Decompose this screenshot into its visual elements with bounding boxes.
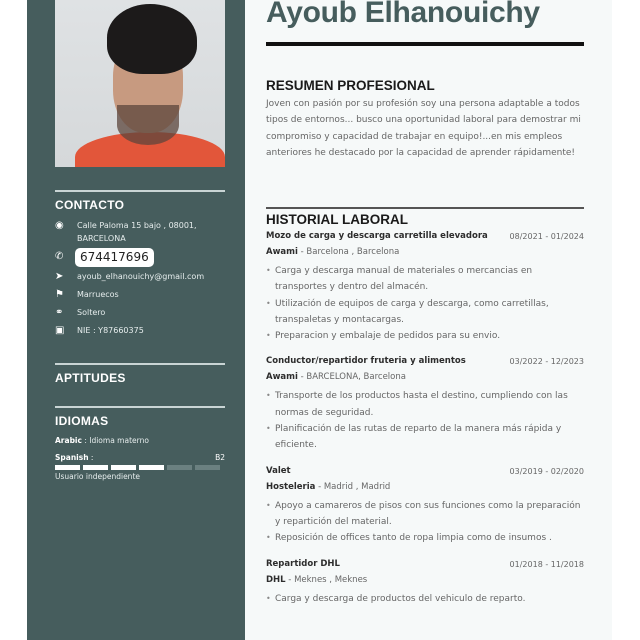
summary-section xyxy=(266,78,584,161)
sidebar xyxy=(27,0,245,640)
contact-email[interactable]: ➤ ayoub_elhanouichy@gmail.com xyxy=(55,271,205,282)
work-history-title: HISTORIAL LABORAL xyxy=(266,212,409,227)
job-entry: Repartidor DHL 01/2018 - 11/2018 DHL - Meknes , Meknes • Carga y descarga de productos del vehiculo de reparto. xyxy=(266,557,584,607)
rings-icon: ⚭ xyxy=(55,307,64,318)
contact-address: ◉ Calle Paloma 15 bajo , 08001, BARCELONA xyxy=(55,220,197,243)
divider xyxy=(55,190,225,192)
job-entry: Conductor/repartidor fruteria y alimentos 03/2022 - 12/2023 Awami - BARCELONA, Barcelona • Transporte de los productos hasta el destino, cumpliendo con las normas de seguridad. • Planificación de las rutas de reparto de la manera más rápida y eficiente. xyxy=(266,354,584,453)
contact-phone[interactable] xyxy=(55,248,225,267)
contact-marital-status: ⚭ Soltero xyxy=(55,307,106,318)
language-level-code: B2 xyxy=(215,453,225,462)
name-underline xyxy=(266,42,584,46)
profile-photo xyxy=(55,0,225,167)
phone-number[interactable]: 674417696 xyxy=(75,248,154,267)
summary-title: RESUMEN PROFESIONAL xyxy=(266,78,435,93)
language-level-bars xyxy=(55,465,225,470)
contact-section xyxy=(55,190,225,340)
divider xyxy=(266,207,584,209)
languages-title: IDIOMAS xyxy=(55,414,109,428)
language-arabic: Arabic : Idioma materno xyxy=(55,436,149,445)
contact-title: CONTACTO xyxy=(55,198,125,212)
contact-nationality: ⚑ Marruecos xyxy=(55,289,119,300)
id-card-icon: ▣ xyxy=(55,325,65,336)
skills-section xyxy=(55,363,225,385)
send-icon: ➤ xyxy=(55,271,64,282)
divider xyxy=(55,363,225,365)
work-history-section xyxy=(266,207,584,607)
summary-text: Joven con pasión por su profesión soy una persona adaptable a todos tipos de entornos... busco una oportunidad laboral para demostrar mi compromiso y capacidad de trabajar en equipo!...en mis empleos anteriores he destacado por la capacidad de aprender rápidamente! xyxy=(266,99,581,158)
contact-nie: ▣ NIE : Y87660375 xyxy=(55,325,144,336)
language-spanish: Spanish : B2 xyxy=(55,453,225,462)
divider xyxy=(55,406,225,408)
location-pin-icon: ◉ xyxy=(55,220,64,231)
flag-icon: ⚑ xyxy=(55,289,64,300)
languages-section xyxy=(55,406,225,481)
phone-icon: ✆ xyxy=(55,251,64,262)
job-entry: Valet 03/2019 - 02/2020 Hosteleria - Madrid , Madrid • Apoyo a camareros de pisos con sus funciones como la preparación y repartición del material. • Reposición de offices tanto de ropa limpia como de insumos . xyxy=(266,464,584,547)
candidate-name: Ayoub Elhanouichy xyxy=(266,0,540,29)
language-level-text: Usuario independiente xyxy=(55,472,140,481)
job-entry: Mozo de carga y descarga carretilla elevadora 08/2021 - 01/2024 Awami - Barcelona , Barcelona • Carga y descarga manual de materiales o mercancias en transportes y dentro del almacén. • Utilización de equipos de carga y descarga, como carretillas, transpaletas y montacargas. • Preparacion y embalaje de pedidos para su envio. xyxy=(266,229,584,344)
skills-title: APTITUDES xyxy=(55,371,126,385)
